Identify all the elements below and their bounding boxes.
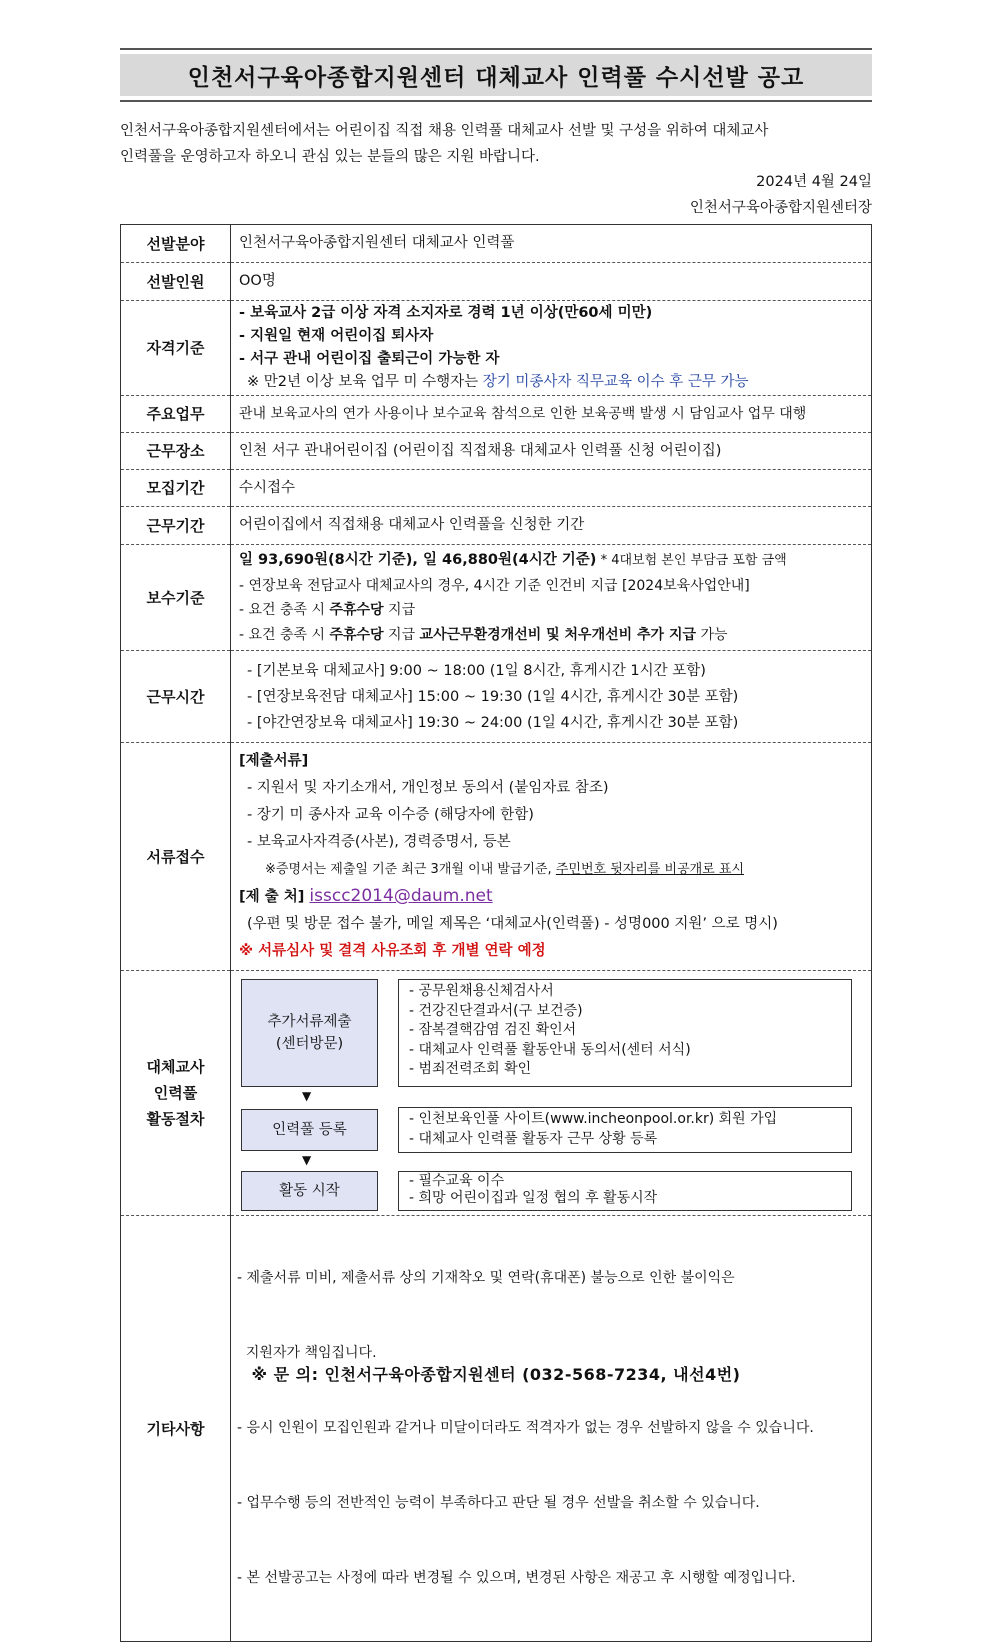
step-subtitle: (센터방문) — [275, 1036, 344, 1052]
email-link[interactable]: isscc2014@daum.net — [309, 886, 493, 906]
step1-details — [398, 979, 852, 1087]
pay-line-3 — [239, 598, 863, 623]
detail-item: - 범죄전력조회 확인 — [409, 1061, 532, 1077]
row-label: 근무장소 — [121, 433, 231, 470]
pay-text: 지급 — [383, 602, 416, 618]
qualification-item: - 서구 관내 어린이집 출퇴근이 가능한 자 — [239, 351, 500, 367]
pay-text: 가능 — [696, 626, 728, 643]
row-label — [121, 971, 231, 1216]
etc-item: - 본 선발공고는 사정에 따라 변경될 수 있으며, 변경된 사항은 재공고 후 시행할 예정입니다. — [237, 1570, 796, 1586]
documents-item: - 지원서 및 자기소개서, 개인정보 동의서 (붙임자료 참조) — [247, 780, 609, 796]
qualification-item: - 보육교사 2급 이상 자격 소지자로 경력 1년 이상(만60세 미만) — [239, 305, 653, 321]
row-documents — [121, 743, 872, 971]
etc-item: 지원자가 책임집니다. — [237, 1345, 377, 1361]
documents-note — [239, 856, 863, 883]
row-label: 근무기간 — [121, 507, 231, 545]
arrow-down-icon: ▼ — [302, 1089, 312, 1103]
row-label: 기타사항 — [121, 1216, 231, 1642]
pay-line-1 — [239, 548, 863, 574]
row-value: OO명 — [231, 263, 872, 301]
submit-line — [239, 883, 863, 911]
intro-line-1: 인천서구육아종합지원센터에서는 어린이집 직접 채용 인력풀 대체교사 선발 및 구성을 위하여 대체교사 — [120, 123, 769, 139]
process-flow — [231, 971, 871, 1215]
intro-text — [120, 118, 872, 170]
row-value — [231, 1216, 872, 1642]
warning-text: ※ 서류심사 및 결격 사유조회 후 개별 연락 예정 — [239, 943, 546, 959]
row-work-period — [121, 507, 872, 545]
detail-item: - 건강진단결과서(구 보건증) — [409, 1002, 583, 1019]
qualification-item: - 지원일 현재 어린이집 퇴사자 — [239, 328, 434, 344]
pay-text: 지급 — [383, 626, 420, 643]
row-value: 인천서구육아종합지원센터 대체교사 인력풀 — [231, 225, 872, 263]
documents-item: - 장기 미 종사자 교육 이수증 (해당자에 한함) — [247, 807, 534, 823]
process-label-line: 활동절차 — [146, 1110, 205, 1128]
submit-label: [제 출 처] — [239, 889, 310, 905]
row-label: 서류접수 — [121, 743, 231, 971]
row-place — [121, 433, 872, 470]
pay-bold: 주휴수당 — [329, 626, 384, 643]
etc-item: - 제출서류 미비, 제출서류 상의 기재착오 및 연락(휴대폰) 불능으로 인한 불이익은 — [237, 1270, 735, 1286]
row-value — [231, 545, 872, 651]
detail-item: - 희망 어린이집과 일정 협의 후 활동시작 — [409, 1190, 658, 1206]
note-highlight: 장기 미종사자 직무교육 이수 후 근무 가능 — [482, 374, 749, 390]
pay-bold: 주휴수당 — [329, 602, 384, 618]
row-field — [121, 225, 872, 263]
hours-item: - [연장보육전담 대체교사] 15:00 ~ 19:30 (1일 4시간, 휴게시간 30분 포함) — [247, 688, 739, 705]
note-prefix: ※ 만2년 이상 보육 업무 미 수행자는 — [247, 374, 483, 390]
pay-line-4 — [239, 623, 863, 648]
detail-item: - 잠복결핵감염 검진 확인서 — [409, 1022, 577, 1038]
row-label: 선발인원 — [121, 263, 231, 301]
contact-footer: ※ 문 의: 인천서구육아종합지원센터 (032-568-7234, 내선4번) — [251, 1365, 741, 1384]
pay-text: - 요건 충족 시 — [239, 626, 330, 643]
detail-item: - 인천보육인풀 사이트(www.incheonpool.or.kr) 회원 가입 — [409, 1111, 778, 1127]
row-pay — [121, 545, 872, 651]
row-label: 선발분야 — [121, 225, 231, 263]
row-process — [121, 971, 872, 1216]
row-qualification — [121, 301, 872, 396]
pay-text: - 요건 충족 시 — [239, 602, 330, 618]
pay-amount: 일 93,690원(8시간 기준), 일 46,880원(4시간 기준) — [239, 552, 597, 568]
step-pool-registration: 인력풀 등록 — [241, 1109, 378, 1151]
process-label-line: 인력풀 — [153, 1084, 198, 1102]
etc-item: - 업무수행 등의 전반적인 능력이 부족하다고 판단 될 경우 선발을 취소할 수 있습니다. — [237, 1495, 760, 1511]
step3-details — [398, 1171, 852, 1211]
detail-item: - 대체교사 인력풀 활동자 근무 상황 등록 — [409, 1130, 658, 1147]
detail-item: - 공무원채용신체검사서 — [409, 983, 554, 999]
page-title: 인천서구육아종합지원센터 대체교사 인력풀 수시선발 공고 — [187, 64, 805, 91]
row-value — [231, 651, 872, 743]
etc-item: - 응시 인원이 모집인원과 같거나 미달이더라도 적격자가 없는 경우 선발하지 않을 수 있습니다. — [237, 1420, 814, 1436]
row-label: 자격기준 — [121, 301, 231, 396]
title-banner — [120, 48, 872, 102]
hours-item: - [기본보육 대체교사] 9:00 ~ 18:00 (1일 8시간, 휴게시간 1시간 포함) — [247, 662, 706, 679]
note-underline: 주민번호 뒷자리를 비공개로 표시 — [555, 862, 745, 877]
announcement-date: 2024년 4월 24일 — [756, 174, 872, 190]
row-label: 근무시간 — [121, 651, 231, 743]
row-period — [121, 470, 872, 507]
row-value — [231, 743, 872, 971]
row-value: 인천 서구 관내어린이집 (어린이집 직접채용 대체교사 인력풀 신청 어린이집) — [231, 433, 872, 470]
recruitment-table — [120, 224, 872, 1642]
detail-item: - 대체교사 인력풀 활동안내 동의서(센터 서식) — [409, 1041, 691, 1058]
row-count — [121, 263, 872, 301]
row-label: 주요업무 — [121, 396, 231, 433]
step-start-activity: 활동 시작 — [241, 1171, 378, 1211]
row-value — [231, 301, 872, 396]
row-value: 수시접수 — [231, 470, 872, 507]
row-label: 모집기간 — [121, 470, 231, 507]
row-label: 보수기준 — [121, 545, 231, 651]
hours-item: - [야간연장보육 대체교사] 19:30 ~ 24:00 (1일 4시간, 휴게시간 30분 포함) — [247, 714, 739, 731]
issuer: 인천서구육아종합지원센터장 — [689, 200, 872, 216]
submit-note: (우편 및 방문 접수 불가, 메일 제목은 ‘대체교사(인력풀) - 성명000 지원’ 으로 명시) — [247, 916, 778, 932]
process-label-line: 대체교사 — [146, 1058, 205, 1076]
step2-details — [398, 1107, 852, 1153]
pay-note: * 4대보험 본인 부담금 포함 금액 — [596, 553, 787, 568]
row-value: 어린이집에서 직접채용 대체교사 인력풀을 신청한 기간 — [231, 507, 872, 545]
row-hours — [121, 651, 872, 743]
row-value — [231, 971, 872, 1216]
note-prefix: ※증명서는 제출일 기준 최근 3개월 이내 발급기준, — [265, 862, 556, 877]
documents-item: - 보육교사자격증(사본), 경력증명서, 등본 — [247, 834, 511, 850]
row-etc — [121, 1216, 872, 1642]
step-additional-documents — [241, 979, 378, 1087]
row-duty — [121, 396, 872, 433]
step-title: 추가서류제출 — [267, 1014, 352, 1030]
row-value: 관내 보육교사의 연가 사용이나 보수교육 참석으로 인한 보육공백 발생 시 담임교사 업무 대행 — [231, 396, 872, 433]
detail-item: - 필수교육 이수 — [409, 1173, 505, 1189]
documents-heading: [제출서류] — [239, 753, 309, 769]
pay-line-2: - 연장보육 전담교사 대체교사의 경우, 4시간 기준 인건비 지급 [2024보육사업안내] — [239, 577, 750, 594]
qualification-note — [239, 371, 863, 394]
pay-bold: 교사근무환경개선비 및 처우개선비 추가 지급 — [419, 626, 696, 643]
intro-line-2: 인력풀을 운영하고자 하오니 관심 있는 분들의 많은 지원 바랍니다. — [120, 149, 540, 165]
arrow-down-icon: ▼ — [302, 1153, 312, 1167]
